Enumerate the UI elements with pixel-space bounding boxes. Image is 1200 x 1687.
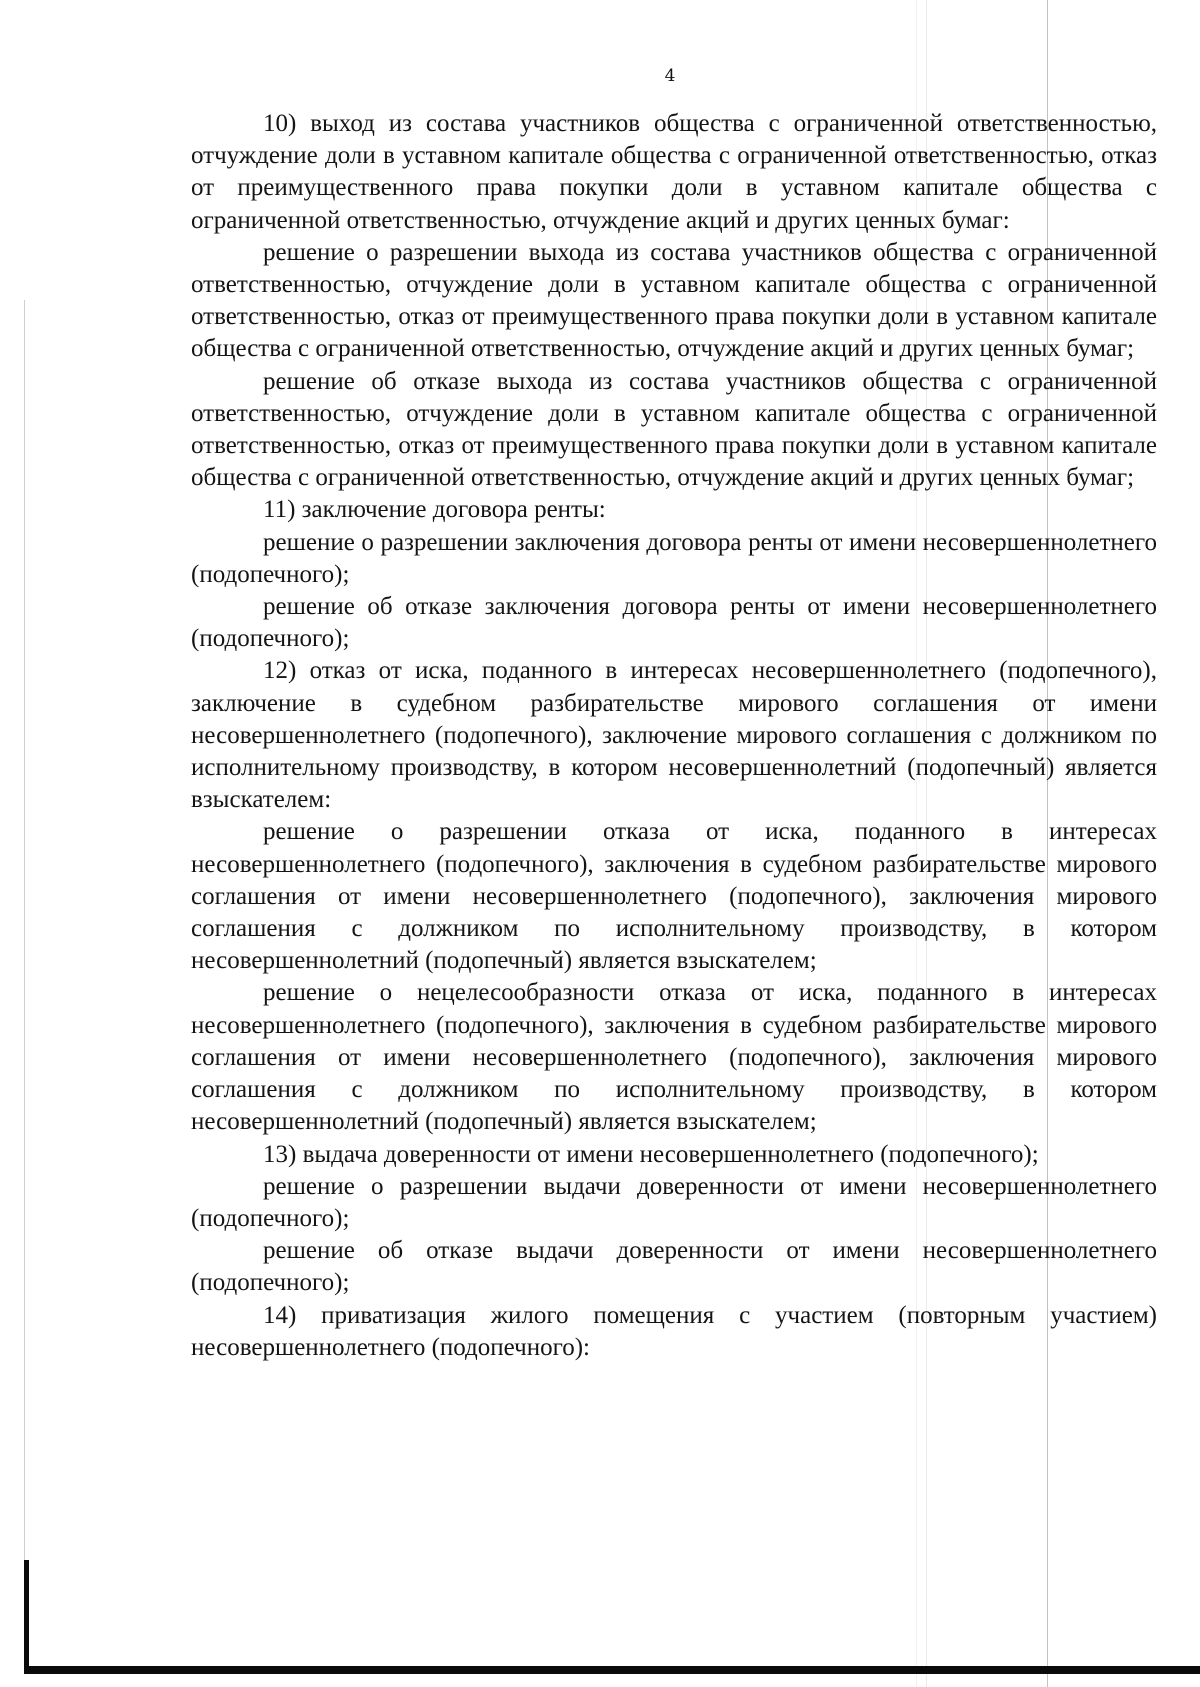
paragraph-permission-proxy: решение о разрешении выдачи доверенности от имени несовершеннолетнего (подопечного); <box>191 1172 1157 1232</box>
paragraph-permission-lawsuit: решение о разрешении отказа от иска, поданного в интересах несовершеннолетнего (подопечного), заключения в судебном разбирательстве мирового соглашения от имени несовершеннолетнего (подопечного), заключения мирового соглашения с должником по исполнительному производству, в котором несовершеннолетний (подопечный) является взыскателем; <box>191 818 1157 975</box>
scan-artifact-line <box>24 300 25 1630</box>
paragraph-refusal-exit: решение об отказе выхода из состава участников общества с ограниченной ответственностью, отчуждение доли в уставном капитале общества с ограниченной ответственностью, отказ от преимущественного права покупки доли в уставном капитале общества с ограниченной ответственностью, отчуждение акций и других ценных бумаг; <box>191 367 1157 492</box>
document-body <box>191 108 1157 1364</box>
paragraph-item-14: 14) приватизация жилого помещения с участием (повторным участием) несовершеннолетнего (подопечного): <box>191 1301 1157 1361</box>
paragraph-item-13: 13) выдача доверенности от имени несовершеннолетнего (подопечного); <box>263 1140 1039 1168</box>
page-number: 4 <box>664 66 676 86</box>
scan-edge-bar <box>26 1666 1200 1674</box>
paragraph-item-11: 11) заключение договора ренты: <box>263 496 606 524</box>
paragraph-item-12: 12) отказ от иска, поданного в интересах несовершеннолетнего (подопечного), заключение в судебном разбирательстве мирового соглашения от имени несовершеннолетнего (подопечного), заключение мирового соглашения с должником по исполнительному производству, в котором несовершеннолетний (подопечный) является взыскателем: <box>191 657 1157 814</box>
scan-edge-bar <box>24 1560 29 1674</box>
paragraph-item-10: 10) выход из состава участников общества с ограниченной ответственностью, отчуждение доли в уставном капитале общества с ограниченной ответственностью, отказ от преимущественного права покупки доли в уставном капитале общества с ограниченной ответственностью, отчуждение акций и других ценных бумаг: <box>191 110 1157 234</box>
paragraph-permission-exit: решение о разрешении выхода из состава участников общества с ограниченной ответственностью, отчуждение доли в уставном капитале общества с ограниченной ответственностью, отказ от преимущественного права покупки доли в уставном капитале общества с ограниченной ответственностью, отчуждение акций и других ценных бумаг; <box>191 238 1157 363</box>
paragraph-permission-rent: решение о разрешении заключения договора ренты от имени несовершеннолетнего (подопечного); <box>191 528 1157 588</box>
paragraph-refusal-rent: решение об отказе заключения договора ренты от имени несовершеннолетнего (подопечного); <box>191 593 1157 653</box>
paragraph-refusal-proxy: решение об отказе выдачи доверенности от имени несовершеннолетнего (подопечного); <box>191 1237 1157 1297</box>
paragraph-inexpedience-lawsuit: решение о нецелесообразности отказа от иска, поданного в интересах несовершеннолетнего (подопечного), заключения в судебном разбирательстве мирового соглашения от имени несовершеннолетнего (подопечного), заключения мирового соглашения с должником по исполнительному производству, в котором несовершеннолетний (подопечный) является взыскателем; <box>191 979 1157 1136</box>
